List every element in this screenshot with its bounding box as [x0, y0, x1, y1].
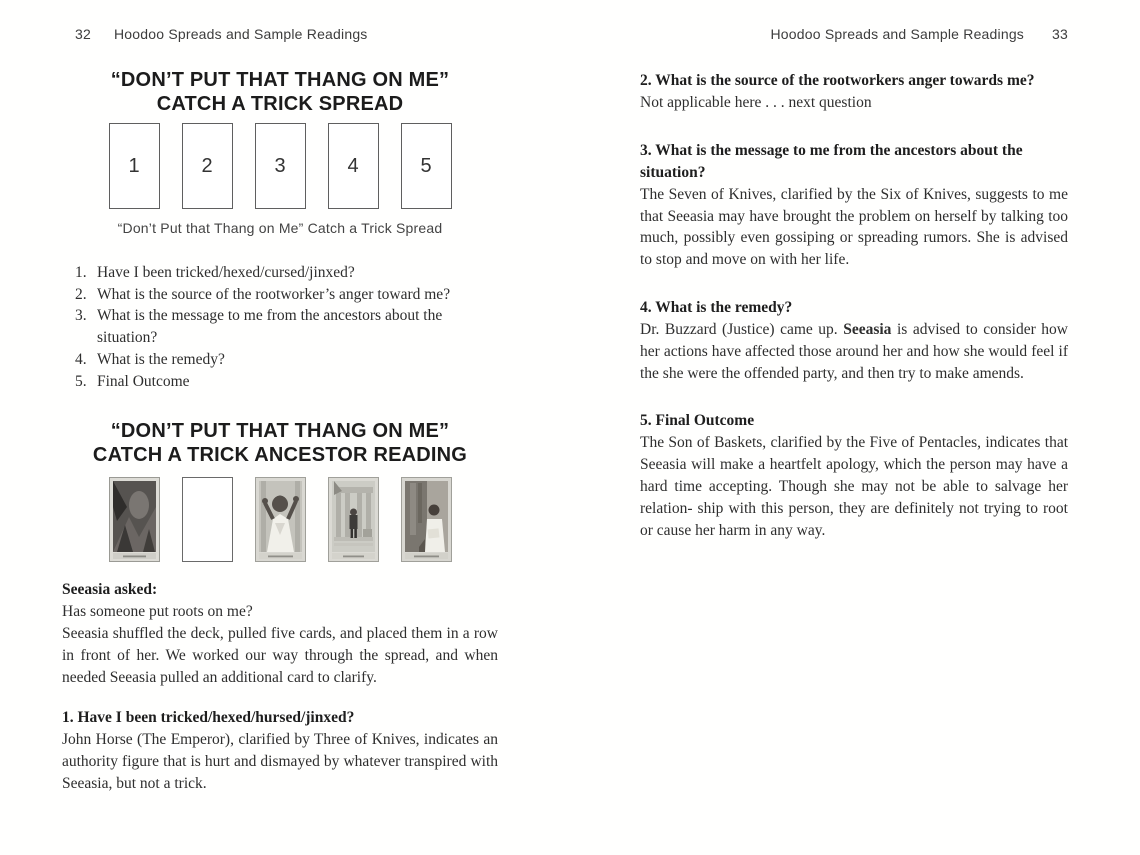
spread-position-3 [255, 123, 306, 209]
section-1-heading: 1. Have I been tricked/hexed/hursed/jinxed? [62, 709, 355, 727]
question-item [62, 305, 498, 348]
spread-position-1 [109, 123, 160, 209]
spread-caption: “Don’t Put that Thang on Me” Catch a Trick Spread [117, 220, 443, 236]
section-1-body: John Horse (The Emperor), clarified by Three of Knives, indicates an authority figure that is hurt and dismayed by whatever transpired with Seeasia, but not a trick. [62, 731, 498, 792]
section-3-body: The Seven of Knives, clarified by the Six of Knives, suggests to me that Seeasia may have brought the problem on herself by talking too much, possibly even gossiping or spreading rumors. She is advised to stop and move on with her life. [640, 185, 1068, 269]
running-header-right [640, 26, 1068, 43]
running-header-left [62, 26, 498, 43]
figure-before-columns-card-icon [328, 477, 379, 562]
section-4 [640, 297, 1068, 384]
ancestor-reading-title-line2: CATCH A TRICK ANCESTOR READING [92, 444, 468, 467]
section-4-body-bold-name: Seeasia [843, 320, 892, 338]
spread-title-line1: “DON’T PUT THAT THANG ON ME” [110, 69, 450, 91]
ancestor-card-2-blank [182, 477, 233, 562]
spread-position-5 [401, 123, 452, 209]
question-text: What is the source of the rootworker’s anger toward me? [97, 285, 451, 303]
question-number: 5. [75, 372, 87, 390]
spread-position-1-label: 1 [128, 154, 140, 177]
spread-position-4 [328, 123, 379, 209]
ancestor-reading-cards [62, 477, 498, 562]
question-text: Have I been tricked/hexed/cursed/jinxed? [97, 264, 355, 281]
running-header-title-right: Hoodoo Spreads and Sample Readings [770, 26, 1025, 42]
section-2-body: Not applicable here . . . next question [640, 94, 872, 111]
page-left [62, 0, 498, 795]
spread-title-line2: CATCH A TRICK SPREAD [156, 93, 404, 115]
question-item [62, 371, 498, 393]
question-text: What is the remedy? [97, 350, 225, 368]
ancestor-card-3-image [255, 477, 306, 562]
asked-body-paragraph: Seeasia shuffled the deck, pulled five cards, and placed them in a row in front of her. We worked our way through the spread, and when needed Seeasia pulled an additional card to clarify. [62, 625, 498, 686]
section-2 [640, 70, 1068, 114]
asked-heading: Seeasia asked: [62, 581, 158, 599]
section-4-heading: 4. What is the remedy? [640, 298, 793, 316]
section-3 [640, 140, 1068, 271]
running-header-title-left: Hoodoo Spreads and Sample Readings [113, 26, 368, 42]
question-text: What is the message to me from the ancestors about the situation? [97, 307, 443, 347]
seated-figure-card-icon [401, 477, 452, 562]
spread-position-3-label: 3 [274, 154, 286, 177]
page-number-left: 32 [75, 26, 91, 42]
question-list [62, 262, 498, 392]
question-number: 2. [75, 285, 87, 303]
spread-position-2-label: 2 [201, 154, 213, 177]
spread-position-2 [182, 123, 233, 209]
ancestor-card-5-image [401, 477, 452, 562]
page-right [640, 0, 1068, 541]
section-5 [640, 410, 1068, 541]
ancestor-card-1-image [109, 477, 160, 562]
question-item [62, 262, 498, 284]
section-4-body-pre: Dr. Buzzard (Justice) came up. [640, 320, 844, 338]
ancestor-card-4-image [328, 477, 379, 562]
spread-position-5-label: 5 [420, 154, 432, 177]
portrait-arms-raised-card-icon [255, 477, 306, 562]
asked-question: Has someone put roots on me? [62, 603, 253, 621]
spread-title [62, 68, 498, 116]
question-number: 3. [75, 307, 87, 325]
ancestor-reading-title [62, 419, 498, 467]
dark-engraving-card-icon [109, 477, 160, 562]
page-number-right: 33 [1052, 26, 1068, 42]
question-item [62, 349, 498, 371]
question-number: 1. [75, 264, 87, 281]
spread-position-4-label: 4 [347, 154, 359, 177]
question-number: 4. [75, 350, 87, 368]
section-5-body: The Son of Baskets, clarified by the Five of Pentacles, indicates that Seeasia will make a heartfelt apology, which the person may have a hard time accepting. Though she may not be able to salvage her relation- ship with this person, they are definitely not trying to root or cause her harm in any way. [640, 434, 1068, 539]
section-2-heading: 2. What is the source of the rootworkers anger towards me? [640, 72, 1035, 89]
section-5-heading: 5. Final Outcome [640, 412, 755, 430]
section-4-body-post: is advised to consider how her actions have affected those around her and how she would feel if the she were the offended party, and then try to make amends. [640, 320, 1068, 382]
section-4-body [640, 319, 1068, 384]
section-3-heading: 3. What is the message to me from the ancestors about the situation? [640, 141, 1023, 181]
spread-diagram [62, 123, 498, 209]
question-text: Final Outcome [97, 372, 190, 390]
question-item [62, 284, 498, 306]
ancestor-reading-title-line1: “DON’T PUT THAT THANG ON ME” [110, 420, 450, 443]
